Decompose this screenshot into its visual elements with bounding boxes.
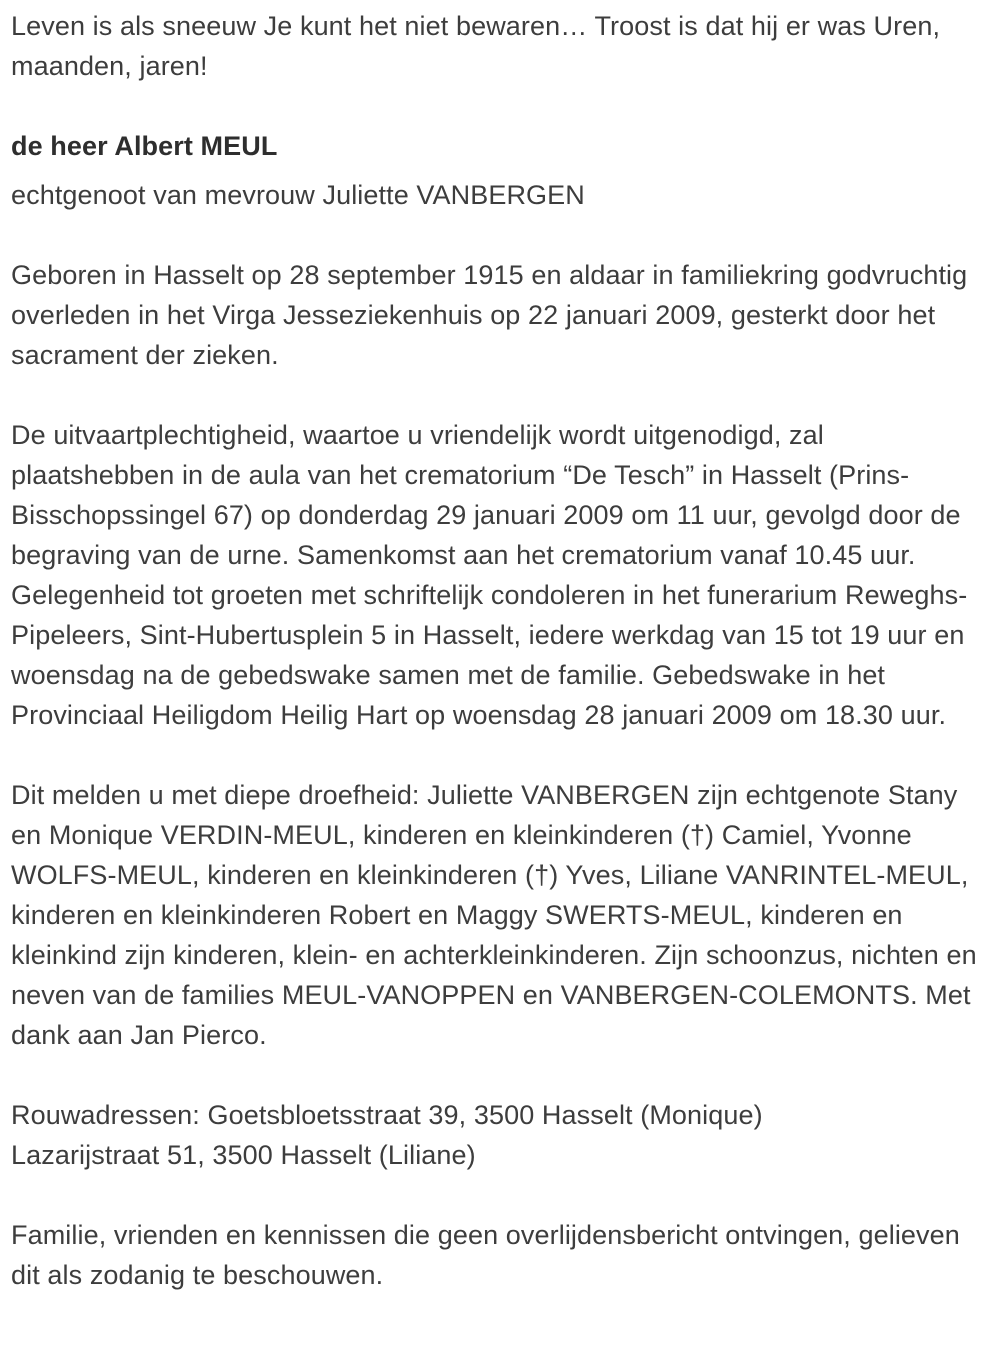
birth-death-paragraph: Geboren in Hasselt op 28 september 1915 en aldaar in familiekring godvruchtig overleden in het Virga Jesseziekenhuis op 22 januari 2009, gesterkt door het sacrament der zieken. [11,260,968,370]
funeral-details-paragraph: De uitvaartplechtigheid, waartoe u vriendelijk wordt uitgenodigd, zal plaatshebben in de aula van het crematorium “De Tesch” in Hasselt (Prins-Bisschopssingel 67) op donderdag 29 januari 2009 om 11 uur, gevolgd door de begraving van de urne. Samenkomst aan het crematorium vanaf 10.45 uur. Gelegenheid tot groeten met schriftelijk condoleren in het funerarium Reweghs-Pipeleers, Sint-Hubertusplein 5 in Hasselt, iedere werkdag van 15 tot 19 uur en woensdag na de gebedswake samen met de familie. Gebedswake in het Provinciaal Heiligdom Heilig Hart op woensdag 28 januari 2009 om 18.30 uur. [11,420,968,730]
spouse-line: echtgenoot van mevrouw Juliette VANBERGEN [11,180,585,210]
closing-note: Familie, vrienden en kennissen die geen overlijdensbericht ontvingen, gelieven dit als zodanig te beschouwen. [11,1220,960,1290]
mourning-addresses [11,1095,986,1175]
family-announcement-paragraph: Dit melden u met diepe droefheid: Juliette VANBERGEN zijn echtgenote Stany en Monique VERDIN-MEUL, kinderen en kleinkinderen (†) Camiel, Yvonne WOLFS-MEUL, kinderen en kleinkinderen (†) Yves, Liliane VANRINTEL-MEUL, kinderen en kleinkinderen Robert en Maggy SWERTS-MEUL, kinderen en kleinkind zijn kinderen, klein- en achterkleinkinderen. Zijn schoonzus, nichten en neven van de families MEUL-VANOPPEN en VANBERGEN-COLEMONTS. Met dank aan Jan Pierco. [11,780,977,1050]
mourning-address-line-2: Lazarijstraat 51, 3500 Hasselt (Liliane) [11,1140,476,1170]
mourning-address-line-1: Rouwadressen: Goetsbloetsstraat 39, 3500 Hasselt (Monique) [11,1100,763,1130]
epigraph-text: Leven is als sneeuw Je kunt het niet bewaren… Troost is dat hij er was Uren, maanden, jaren! [11,11,941,81]
deceased-name: de heer Albert MEUL [11,131,278,161]
